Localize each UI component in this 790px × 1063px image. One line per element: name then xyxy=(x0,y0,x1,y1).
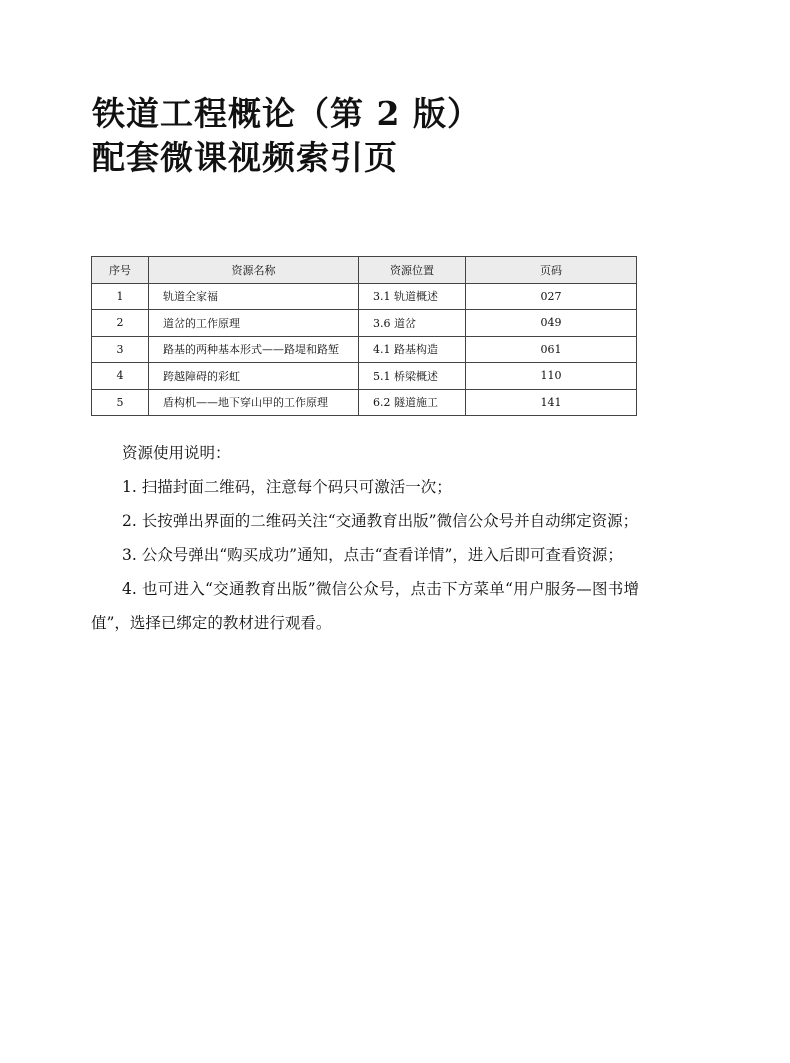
instructions-heading: 资源使用说明： xyxy=(122,444,231,462)
resource-name: 盾构机——地下穿山甲的工作原理 xyxy=(149,389,359,416)
video-index-table xyxy=(91,256,637,416)
instruction-item: 1. 扫描封面二维码，注意每个码只可激活一次； xyxy=(122,478,452,496)
page-number: 110 xyxy=(466,363,637,390)
page-number: 061 xyxy=(466,336,637,363)
header-page: 页码 xyxy=(466,257,637,284)
resource-location: 6.2 隧道施工 xyxy=(359,389,466,416)
row-number: 2 xyxy=(92,310,149,337)
row-number: 1 xyxy=(92,283,149,310)
instruction-item: 3. 公众号弹出“购买成功”通知，点击“查看详情”，进入后即可查看资源； xyxy=(122,546,623,564)
header-resource-name: 资源名称 xyxy=(149,257,359,284)
row-number: 3 xyxy=(92,336,149,363)
resource-name: 跨越障碍的彩虹 xyxy=(149,363,359,390)
row-number: 4 xyxy=(92,363,149,390)
table-row xyxy=(92,310,637,337)
index-subtitle: 配套微课视频索引页 xyxy=(92,138,398,177)
resource-location: 5.1 桥梁概述 xyxy=(359,363,466,390)
usage-instructions xyxy=(91,436,639,640)
row-number: 5 xyxy=(92,389,149,416)
page-number: 141 xyxy=(466,389,637,416)
resource-location: 4.1 路基构造 xyxy=(359,336,466,363)
table-row xyxy=(92,389,637,416)
header-number: 序号 xyxy=(92,257,149,284)
instruction-item: 2. 长按弹出界面的二维码关注“交通教育出版”微信公众号并自动绑定资源； xyxy=(122,512,639,530)
table-row xyxy=(92,336,637,363)
table-row xyxy=(92,363,637,390)
header-resource-location: 资源位置 xyxy=(359,257,466,284)
instruction-item: 4. 也可进入“交通教育出版”微信公众号，点击下方菜单“用户服务—图书增值”，选择已绑定的教材进行观看。 xyxy=(91,580,639,632)
table-header-row xyxy=(92,257,637,284)
resource-location: 3.6 道岔 xyxy=(359,310,466,337)
resource-name: 路基的两种基本形式——路堤和路堑 xyxy=(149,336,359,363)
page-number: 027 xyxy=(466,283,637,310)
resource-name: 轨道全家福 xyxy=(149,283,359,310)
resource-name: 道岔的工作原理 xyxy=(149,310,359,337)
page-title xyxy=(92,92,712,180)
book-title: 铁道工程概论（第 2 版） xyxy=(92,94,481,133)
resource-location: 3.1 轨道概述 xyxy=(359,283,466,310)
page-number: 049 xyxy=(466,310,637,337)
table-row xyxy=(92,283,637,310)
